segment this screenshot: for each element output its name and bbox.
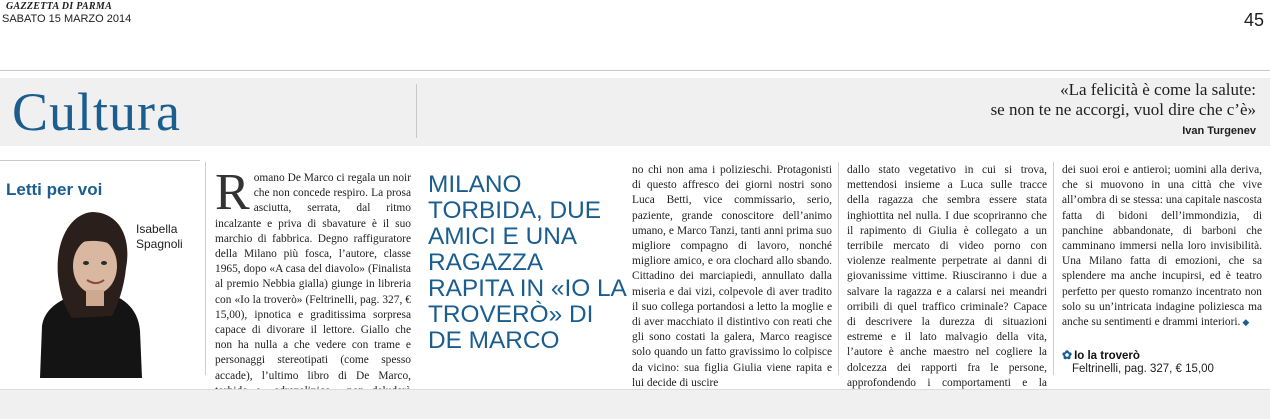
book-title-text: Io la troverò	[1074, 350, 1140, 362]
bottom-band	[0, 390, 1270, 419]
article-column-5	[1062, 163, 1262, 330]
flower-bullet-icon: ✿	[1062, 348, 1073, 362]
book-title	[1062, 348, 1140, 362]
book-info: Feltrinelli, pag. 327, € 15,00	[1072, 363, 1214, 375]
article-column-3: no chi non ama i polizieschi. Protagonisti di questo affresco dei giorni nostri sono Luca Betti, vice commissario, serio, paziente, grande conoscitore dell’animo umano, e Marco Tanzi, tanti anni prima suo migliore compagno di lavoro, nonché migliore amico, e ora clochard allo sbando. Cittadino dei marciapiedi, annullato dalla miseria e dai vizi, colpevole di aver tradito il suo collega portandosi a letto la moglie e di aver macchiato il distintivo con reati che gli sono costati la galera, Marco reagisce solo quando un fatto gravissimo lo colpisce da vicino: sua figlia Giulia viene rapita e lui decide di uscire	[632, 164, 832, 389]
masthead-date: SABATO 15 MARZO 2014	[2, 13, 132, 25]
top-rule	[0, 70, 1270, 71]
author-last-name: Spagnoli	[136, 237, 183, 251]
drop-cap: R	[215, 164, 250, 221]
page-number: 45	[1243, 10, 1264, 30]
column-divider	[838, 162, 839, 375]
column-divider	[1053, 162, 1054, 375]
article-headline: MILANO TORBIDA, DUE AMICI E UNA RAGAZZA RAPITA IN «IO LA TROVERÒ» DI DE MARCO	[428, 171, 626, 354]
quote-line-2: se non te ne accorgi, vuol dire che c’è»	[990, 100, 1256, 119]
article-text-5: dei suoi eroi e antieroi; uomini alla deriva, che si muovono in una città che vive all’ombra di se stessa: una capitale nascosta fatta di bidoni dell’immondizia, di panchine abbandonate, di barboni che camminano immersi nella loro invisibilità. Una Milano fatta di emozioni, che sa splendere ma anche incupirsi, ed è teatro perfetto per questo romanzo incentrato non solo su un’intricata indagine poliziesca ma anche su sentimenti e drammi interiori.	[1062, 164, 1262, 329]
author-first-name: Isabella	[136, 222, 178, 236]
section-quote	[991, 80, 1256, 120]
article-text-1: omano De Marco ci regala un noir che non concede respiro. La prosa asciutta, serrata, dal ritmo incalzante e priva di sbavature è il suo marchio di fabbrica. Degno raffiguratore della Milano più fosca, l’autore, classe 1965, dopo «A casa del diavolo» (Finalista al premio Nebbia gialla) giunge in libreria con «Io la troverò» (Feltrinelli, pag. 327, € 15,00), ipnotica e graditissima sorpresa capace di divorare il lettore. Giallo che non ha nulla a che vedere con trame e personaggi stereotipati (come spesso accade), l’ultimo libro di De Marco,	[215, 172, 411, 382]
banner-divider	[416, 84, 417, 138]
section-title: Cultura	[12, 82, 181, 142]
quote-line-1: «La felicità è come la salute:	[1060, 80, 1256, 99]
column-name: Letti per voi	[6, 180, 103, 199]
quote-author: Ivan Turgenev	[1182, 125, 1256, 137]
masthead-name: GAZZETTA DI PARMA	[6, 1, 113, 12]
author-name	[136, 222, 183, 252]
article-column-1	[215, 164, 411, 414]
column-rule	[0, 160, 200, 161]
diamond-icon: ◆	[1242, 317, 1250, 328]
article-column-4: dallo stato vegetativo in cui si trova, mettendosi insieme a Luca sulle tracce della ragazza che sembra essere stata inghiottita nel nulla. I due scopriranno che il rapimento di Giulia è collegato a un terribile mercato di video porno con violenze realmente perpetrate ai danni di giovanissime vittime. Riusciranno i due a salvare la ragazza e a calarsi nei meandri orribili di quel traffico criminale? Capace di descrivere la durezza di situazioni estreme e il lato malvagio della vita, l’autore è anche maestro nel cogliere la dolcezza dei rapporti fra le persone, approfondendo i comportamenti e la	[847, 164, 1047, 389]
column-divider	[205, 162, 206, 375]
